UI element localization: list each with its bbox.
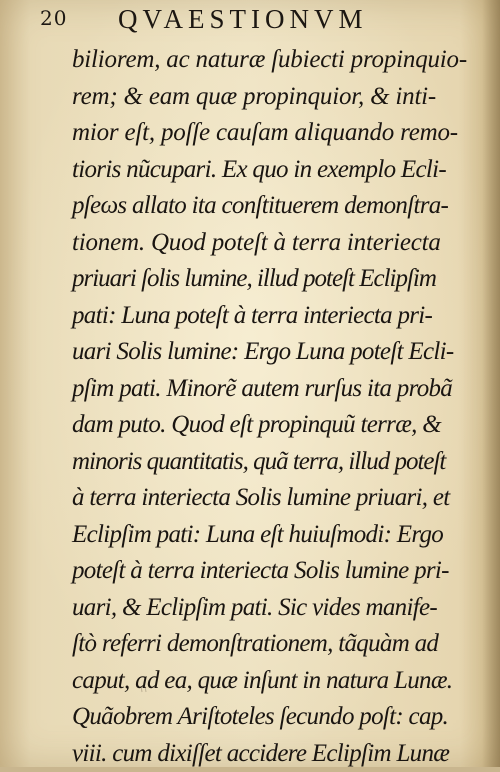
- running-head: QVAESTIONVM: [118, 4, 368, 35]
- text-line-9: uari Solis lumine: Ergo Luna poteſt Ecli-: [72, 334, 462, 371]
- text-line-3: mior eſt, poſſe cauſam aliquando remo-: [72, 115, 462, 152]
- text-line-12: minoris quantitatis, quã terra, illud poteſt: [72, 444, 462, 481]
- page-edge-shadow: [482, 0, 500, 767]
- text-line-2: rem; & eam quæ propinquior, & inti-: [72, 79, 462, 116]
- body-text: [72, 42, 462, 772]
- text-line-7: priuari ſolis lumine, illud poteſt Eclipſim: [72, 261, 462, 298]
- text-line-15: poteſt à terra interiecta Solis lumine pri-: [72, 553, 462, 590]
- text-line-6: tionem. Quod poteſt à terra interiecta: [72, 225, 462, 262]
- text-line-19: Quãobrem Ariſtoteles ſecundo poſt: cap.: [72, 699, 462, 736]
- text-line-18: caput, ad ea, quæ inſunt in natura Lunæ.: [72, 663, 462, 700]
- text-line-10: pſim pati. Minorẽ autem rurſus ita probã: [72, 371, 462, 408]
- text-line-5: pſeωs allato ita conſtituerem demonſtra-: [72, 188, 462, 225]
- text-line-20: viii. cum dixiſſet accidere Eclipſim Lunæ: [72, 736, 462, 772]
- text-line-1: biliorem, ac naturæ ſubiecti propinquio-: [72, 42, 462, 79]
- text-line-16: uari, & Eclipſim pati. Sic vides manife-: [72, 590, 462, 627]
- text-line-13: à terra interiecta Solis lumine priuari, et: [72, 480, 462, 517]
- text-line-8: pati: Luna poteſt à terra interiecta pri-: [72, 298, 462, 335]
- text-line-17: ſtò referri demonſtrationem, tãquàm ad: [72, 626, 462, 663]
- text-line-4: tioris nũcupari. Ex quo in exemplo Ecli-: [72, 152, 462, 189]
- text-line-11: dam puto. Quod eſt propinquũ terræ, &: [72, 407, 462, 444]
- page-header: [40, 4, 460, 38]
- ink-bleed-mark: [140, 685, 150, 693]
- text-line-14: Eclipſim pati: Luna eſt huiuſmodi: Ergo: [72, 517, 462, 554]
- page-number: 20: [40, 6, 67, 30]
